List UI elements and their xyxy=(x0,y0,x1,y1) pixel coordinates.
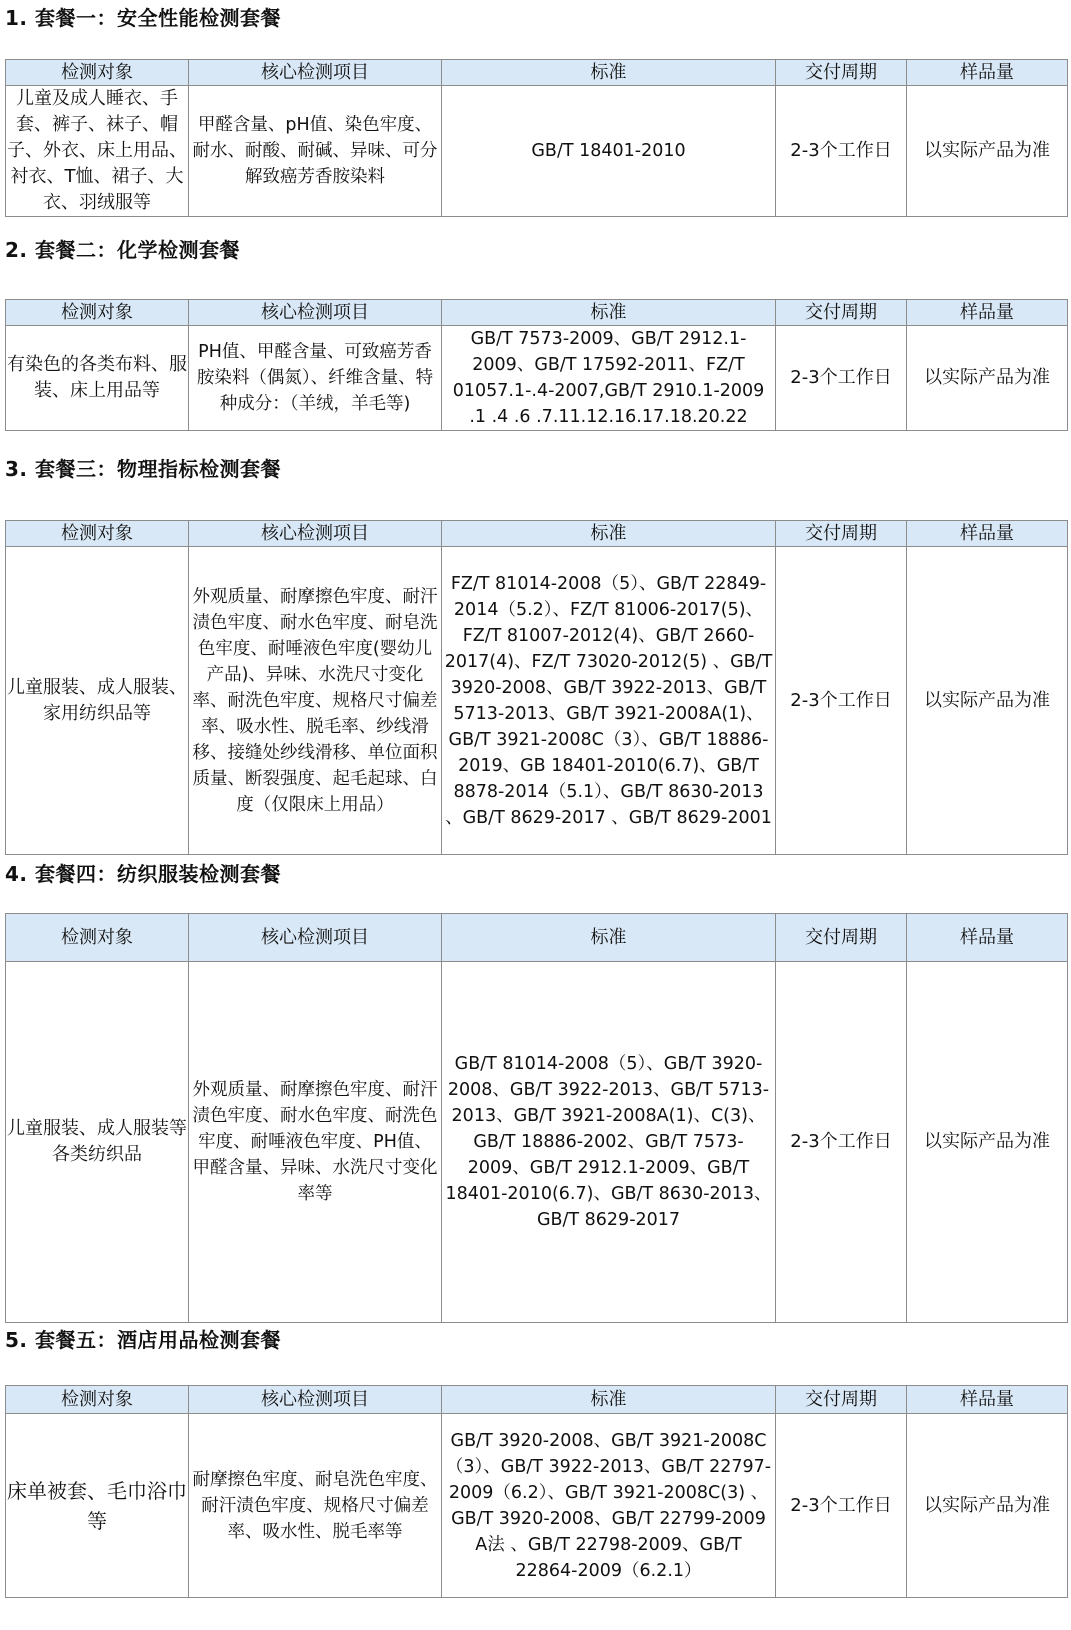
header-row xyxy=(6,300,1068,326)
header-items: 核心检测项目 xyxy=(189,1386,442,1414)
package-3-title: 3. 套餐三：物理指标检测套餐 xyxy=(5,457,281,481)
cell-sample: 以实际产品为准 xyxy=(907,962,1068,1323)
header-row xyxy=(6,60,1068,86)
header-object: 检测对象 xyxy=(6,1386,189,1414)
package-3-table xyxy=(5,520,1068,855)
cell-sample: 以实际产品为准 xyxy=(907,547,1068,855)
header-sample: 样品量 xyxy=(907,60,1068,86)
table-row xyxy=(6,962,1068,1323)
package-4-title: 4. 套餐四：纺织服装检测套餐 xyxy=(5,862,281,886)
table-row xyxy=(6,1414,1068,1598)
cell-cycle: 2-3个工作日 xyxy=(776,86,907,217)
cell-cycle: 2-3个工作日 xyxy=(776,962,907,1323)
cell-sample: 以实际产品为准 xyxy=(907,1414,1068,1598)
cell-items: 外观质量、耐摩擦色牢度、耐汗渍色牢度、耐水色牢度、耐洗色牢度、耐唾液色牢度、PH值、甲醛含量、异味、水洗尺寸变化率等 xyxy=(189,962,442,1323)
header-row xyxy=(6,1386,1068,1414)
package-4-table xyxy=(5,913,1068,1323)
header-row xyxy=(6,914,1068,962)
cell-cycle: 2-3个工作日 xyxy=(776,1414,907,1598)
package-5-title: 5. 套餐五：酒店用品检测套餐 xyxy=(5,1328,281,1352)
header-object: 检测对象 xyxy=(6,914,189,962)
header-cycle: 交付周期 xyxy=(776,914,907,962)
header-object: 检测对象 xyxy=(6,60,189,86)
table-row xyxy=(6,86,1068,217)
header-items: 核心检测项目 xyxy=(189,914,442,962)
cell-object: 有染色的各类布料、服装、床上用品等 xyxy=(6,326,189,431)
cell-standard: GB/T 81014-2008（5）、GB/T 3920-2008、GB/T 3922-2013、GB/T 5713-2013、GB/T 3921-2008A(1)、C(3)、GB/T 18886-2002、GB/T 7573-2009、GB/T 2912.1-2009、GB/T 18401-2010(6.7)、GB/T 8630-2013、GB/T 8629-2017 xyxy=(442,962,776,1323)
table-row xyxy=(6,326,1068,431)
cell-cycle: 2-3个工作日 xyxy=(776,547,907,855)
cell-object: 床单被套、毛巾浴巾等 xyxy=(6,1414,189,1598)
header-sample: 样品量 xyxy=(907,521,1068,547)
package-1-table xyxy=(5,59,1068,217)
header-standard: 标准 xyxy=(442,914,776,962)
cell-sample: 以实际产品为准 xyxy=(907,86,1068,217)
header-object: 检测对象 xyxy=(6,300,189,326)
header-cycle: 交付周期 xyxy=(776,1386,907,1414)
cell-items: 耐摩擦色牢度、耐皂洗色牢度、耐汗渍色牢度、规格尺寸偏差率、吸水性、脱毛率等 xyxy=(189,1414,442,1598)
header-sample: 样品量 xyxy=(907,300,1068,326)
header-cycle: 交付周期 xyxy=(776,521,907,547)
header-standard: 标准 xyxy=(442,521,776,547)
package-2-title: 2. 套餐二：化学检测套餐 xyxy=(5,238,240,262)
cell-items: 外观质量、耐摩擦色牢度、耐汗渍色牢度、耐水色牢度、耐皂洗色牢度、耐唾液色牢度(婴幼儿产品)、异味、水洗尺寸变化率、耐洗色牢度、规格尺寸偏差率、吸水性、脱毛率、纱线滑移、接缝处纱线滑移、单位面积质量、断裂强度、起毛起球、白度（仅限床上用品） xyxy=(189,547,442,855)
header-cycle: 交付周期 xyxy=(776,300,907,326)
header-items: 核心检测项目 xyxy=(189,60,442,86)
header-sample: 样品量 xyxy=(907,914,1068,962)
cell-items: 甲醛含量、pH值、染色牢度、耐水、耐酸、耐碱、异味、可分解致癌芳香胺染料 xyxy=(189,86,442,217)
header-row xyxy=(6,521,1068,547)
header-standard: 标准 xyxy=(442,300,776,326)
cell-object: 儿童服装、成人服装等各类纺织品 xyxy=(6,962,189,1323)
table-row xyxy=(6,547,1068,855)
package-5-table xyxy=(5,1385,1068,1598)
cell-standard: GB/T 3920-2008、GB/T 3921-2008C（3）、GB/T 3922-2013、GB/T 22797-2009（6.2）、GB/T 3921-2008C(3) 、GB/T 3920-2008、GB/T 22799-2009 A法 、GB/T 22798-2009、GB/T 22864-2009（6.2.1） xyxy=(442,1414,776,1598)
header-standard: 标准 xyxy=(442,1386,776,1414)
cell-standard: GB/T 7573-2009、GB/T 2912.1-2009、GB/T 17592-2011、FZ/T 01057.1-.4-2007,GB/T 2910.1-2009 .1 .4 .6 .7.11.12.16.17.18.20.22 xyxy=(442,326,776,431)
cell-object: 儿童及成人睡衣、手套、裤子、袜子、帽子、外衣、床上用品、衬衣、T恤、裙子、大衣、羽绒服等 xyxy=(6,86,189,217)
cell-standard: GB/T 18401-2010 xyxy=(442,86,776,217)
cell-items: PH值、甲醛含量、可致癌芳香胺染料（偶氮）、纤维含量、特种成分：（羊绒，羊毛等) xyxy=(189,326,442,431)
cell-standard: FZ/T 81014-2008（5）、GB/T 22849-2014（5.2）、FZ/T 81006-2017(5)、FZ/T 81007-2012(4)、GB/T 2660-2017(4)、FZ/T 73020-2012(5) 、GB/T 3920-2008、GB/T 3922-2013、GB/T 5713-2013、GB/T 3921-2008A(1)、GB/T 3921-2008C（3）、GB/T 18886-2019、GB 18401-2010(6.7)、GB/T 8878-2014（5.1）、GB/T 8630-2013 、GB/T 8629-2017 、GB/T 8629-2001 xyxy=(442,547,776,855)
header-items: 核心检测项目 xyxy=(189,300,442,326)
package-1-title: 1. 套餐一：安全性能检测套餐 xyxy=(5,6,281,30)
header-standard: 标准 xyxy=(442,60,776,86)
header-sample: 样品量 xyxy=(907,1386,1068,1414)
header-items: 核心检测项目 xyxy=(189,521,442,547)
cell-object: 儿童服装、成人服装、家用纺织品等 xyxy=(6,547,189,855)
header-cycle: 交付周期 xyxy=(776,60,907,86)
header-object: 检测对象 xyxy=(6,521,189,547)
package-2-table xyxy=(5,299,1068,431)
cell-sample: 以实际产品为准 xyxy=(907,326,1068,431)
cell-cycle: 2-3个工作日 xyxy=(776,326,907,431)
